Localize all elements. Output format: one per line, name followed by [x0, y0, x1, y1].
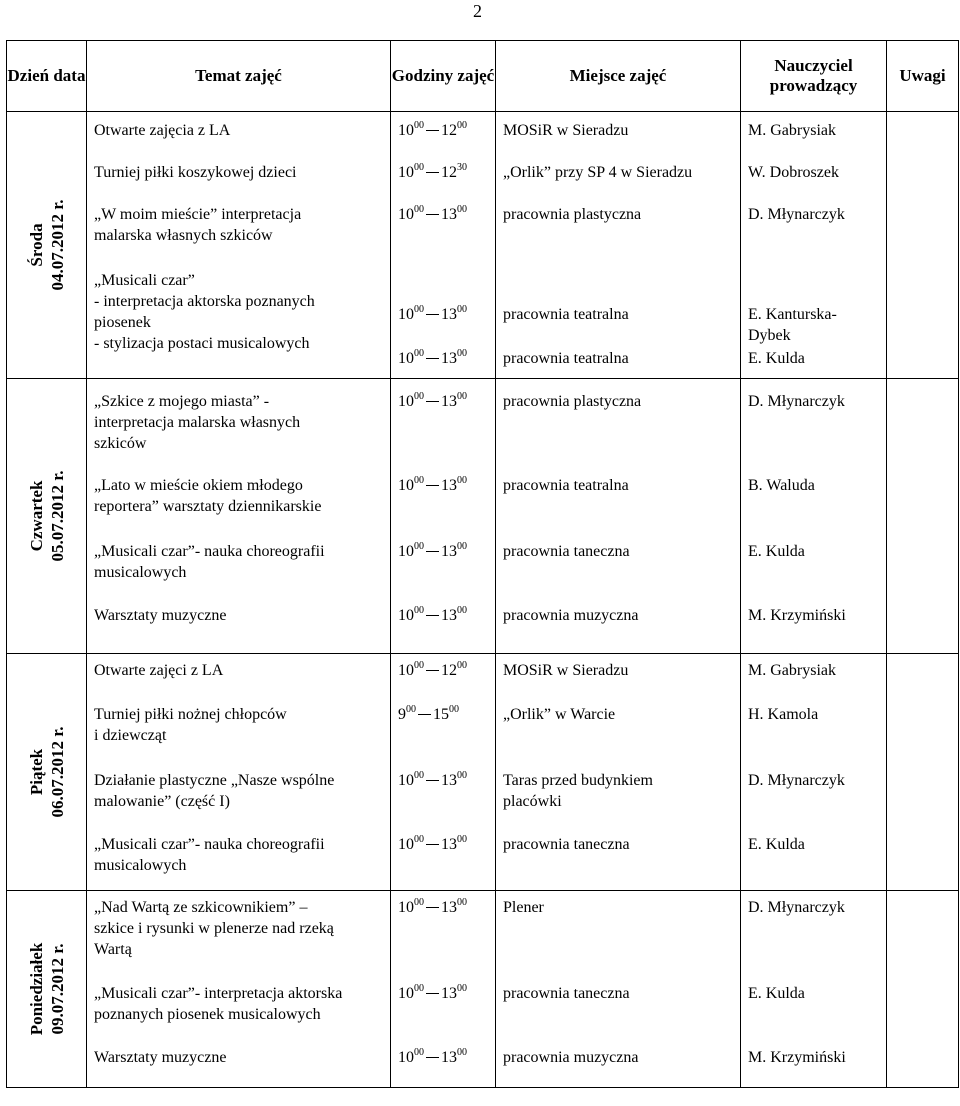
topic-line: malowanie” (część I)	[94, 793, 230, 810]
start-minutes: 00	[414, 304, 424, 315]
start-minutes: 00	[414, 204, 424, 215]
activity-place	[503, 1047, 638, 1068]
activity-topic	[94, 983, 342, 1025]
time-range	[398, 660, 467, 681]
start-minutes: 00	[414, 475, 424, 486]
day-label-cell	[7, 891, 87, 1088]
teacher-line: Dybek	[748, 327, 791, 344]
time-dash	[426, 172, 439, 173]
topic-line: i dziewcząt	[94, 727, 167, 744]
teacher-line: M. Gabrysiak	[748, 662, 836, 679]
start-hour: 10	[398, 985, 414, 1002]
activity-teacher	[748, 1047, 846, 1068]
notes-cell	[887, 112, 959, 379]
time-dash	[426, 993, 439, 994]
day-label-cell	[7, 379, 87, 654]
start-hour: 10	[398, 662, 414, 679]
time-dash	[426, 314, 439, 315]
end-minutes: 00	[457, 605, 467, 616]
weekday: Czwartek	[26, 480, 46, 552]
topic-line: - interpretacja aktorska poznanych	[94, 293, 315, 310]
teacher-line: E. Kulda	[748, 543, 805, 560]
topic-line: musicalowych	[94, 564, 187, 581]
header-teacher: Nauczyciel prowadzący	[741, 41, 887, 112]
start-hour: 10	[398, 1049, 414, 1066]
place-line: pracownia plastyczna	[503, 206, 642, 223]
activity-place	[503, 660, 628, 681]
topic-line: „Szkice z mojego miasta” -	[94, 393, 270, 410]
day-date: 06.07.2012 r.	[47, 726, 67, 818]
end-hour: 13	[441, 985, 457, 1002]
teacher-cell	[741, 379, 887, 654]
teacher-cell	[741, 891, 887, 1088]
topic-line: „W moim mieście” interpretacja	[94, 206, 302, 223]
end-minutes: 00	[457, 983, 467, 994]
activity-teacher	[748, 834, 805, 855]
place-line: pracownia plastyczna	[503, 393, 642, 410]
topic-cell	[87, 654, 391, 891]
end-minutes: 00	[449, 704, 459, 715]
start-minutes: 00	[414, 770, 424, 781]
activity-place	[503, 391, 641, 412]
time-dash	[426, 485, 439, 486]
place-line: pracownia teatralna	[503, 350, 629, 367]
activity-place	[503, 983, 630, 1004]
start-hour: 10	[398, 206, 414, 223]
day-row	[7, 112, 959, 379]
activity-place	[503, 120, 628, 141]
activity-teacher	[748, 541, 805, 562]
end-hour: 13	[441, 350, 457, 367]
activity-teacher	[748, 204, 845, 225]
end-minutes: 00	[457, 660, 467, 671]
end-minutes: 00	[457, 204, 467, 215]
topic-line: Działanie plastyczne „Nasze wspólne	[94, 772, 335, 789]
activity-topic	[94, 660, 223, 681]
place-line: Plener	[503, 899, 544, 916]
start-hour: 9	[398, 706, 406, 723]
place-line: placówki	[503, 793, 562, 810]
activity-place	[503, 834, 630, 855]
place-cell	[496, 891, 741, 1088]
topic-line: szkiców	[94, 435, 147, 452]
activity-place	[503, 770, 653, 812]
activity-teacher	[748, 704, 818, 725]
time-dash	[426, 615, 439, 616]
topic-line: malarska własnych szkiców	[94, 227, 273, 244]
day-row	[7, 891, 959, 1088]
start-hour: 10	[398, 477, 414, 494]
topic-line: Turniej piłki nożnej chłopców	[94, 706, 287, 723]
time-range	[398, 348, 467, 369]
start-minutes: 00	[414, 605, 424, 616]
day-label-cell	[7, 112, 87, 379]
start-hour: 10	[398, 350, 414, 367]
place-line: pracownia muzyczna	[503, 1049, 639, 1066]
end-hour: 13	[441, 477, 457, 494]
place-line: pracownia teatralna	[503, 477, 629, 494]
end-hour: 13	[441, 306, 457, 323]
start-minutes: 00	[406, 704, 416, 715]
topic-line: piosenek	[94, 314, 151, 331]
teacher-line: E. Kulda	[748, 836, 805, 853]
end-minutes: 00	[457, 834, 467, 845]
end-hour: 12	[441, 122, 457, 139]
day-row	[7, 379, 959, 654]
time-range	[398, 391, 467, 412]
end-minutes: 00	[457, 897, 467, 908]
start-minutes: 00	[414, 162, 424, 173]
start-minutes: 00	[414, 1047, 424, 1058]
teacher-line: M. Gabrysiak	[748, 122, 836, 139]
end-hour: 13	[441, 772, 457, 789]
hours-cell	[391, 654, 496, 891]
start-minutes: 00	[414, 541, 424, 552]
start-minutes: 00	[414, 660, 424, 671]
start-minutes: 00	[414, 983, 424, 994]
place-line: pracownia taneczna	[503, 985, 630, 1002]
activity-teacher	[748, 120, 836, 141]
time-range	[398, 983, 467, 1004]
header-row	[7, 41, 959, 112]
end-hour: 13	[441, 607, 457, 624]
time-range	[398, 704, 459, 725]
start-hour: 10	[398, 164, 414, 181]
activity-place	[503, 162, 692, 183]
end-hour: 13	[441, 1049, 457, 1066]
teacher-line: E. Kanturska-	[748, 306, 837, 323]
time-dash	[426, 670, 439, 671]
place-line: „Orlik” w Warcie	[503, 706, 616, 723]
activity-topic	[94, 162, 297, 183]
place-line: pracownia muzyczna	[503, 607, 639, 624]
activity-topic	[94, 391, 300, 454]
place-line: Taras przed budynkiem	[503, 772, 653, 789]
start-minutes: 00	[414, 897, 424, 908]
activity-teacher	[748, 475, 815, 496]
place-line: pracownia teatralna	[503, 306, 629, 323]
topic-line: „Nad Wartą ze szkicownikiem” –	[94, 899, 308, 916]
header-notes: Uwagi	[887, 41, 959, 112]
start-hour: 10	[398, 306, 414, 323]
header-topic: Temat zajęć	[87, 41, 391, 112]
activity-place	[503, 605, 638, 626]
activity-place	[503, 475, 629, 496]
time-dash	[426, 551, 439, 552]
time-dash	[418, 714, 431, 715]
teacher-line: M. Krzymiński	[748, 1049, 846, 1066]
start-hour: 10	[398, 899, 414, 916]
end-minutes: 00	[457, 541, 467, 552]
time-range	[398, 204, 467, 225]
topic-line: Otwarte zajęcia z LA	[94, 122, 231, 139]
time-range	[398, 605, 467, 626]
activity-topic	[94, 270, 315, 354]
activity-teacher	[748, 983, 805, 1004]
header-hours: Godziny zajęć	[391, 41, 496, 112]
time-dash	[426, 907, 439, 908]
activity-topic	[94, 1047, 226, 1068]
hours-cell	[391, 891, 496, 1088]
place-cell	[496, 379, 741, 654]
topic-line: - stylizacja postaci musicalowych	[94, 335, 310, 352]
time-range	[398, 770, 467, 791]
time-dash	[426, 780, 439, 781]
teacher-cell	[741, 654, 887, 891]
time-range	[398, 162, 467, 183]
topic-line: interpretacja malarska własnych	[94, 414, 301, 431]
notes-cell	[887, 654, 959, 891]
hours-cell	[391, 112, 496, 379]
activity-teacher	[748, 770, 845, 791]
time-range	[398, 120, 467, 141]
topic-cell	[87, 112, 391, 379]
teacher-line: W. Dobroszek	[748, 164, 839, 181]
hours-cell	[391, 379, 496, 654]
activity-teacher	[748, 660, 836, 681]
topic-line: „Musicali czar”	[94, 272, 195, 289]
end-hour: 13	[441, 206, 457, 223]
activity-topic	[94, 770, 334, 812]
schedule-table	[6, 40, 959, 1088]
end-minutes: 00	[457, 1047, 467, 1058]
activity-topic	[94, 475, 321, 517]
time-range	[398, 1047, 467, 1068]
topic-line: szkice i rysunki w plenerze nad rzeką	[94, 920, 334, 937]
topic-line: „Musicali czar”- nauka choreografii	[94, 543, 325, 560]
teacher-line: M. Krzymiński	[748, 607, 846, 624]
end-hour: 13	[441, 836, 457, 853]
start-hour: 10	[398, 836, 414, 853]
topic-line: Otwarte zajęci z LA	[94, 662, 224, 679]
page-number: 2	[473, 1, 482, 21]
header-place: Miejsce zajęć	[496, 41, 741, 112]
day-date: 04.07.2012 r.	[47, 199, 67, 291]
time-dash	[426, 1057, 439, 1058]
topic-cell	[87, 891, 391, 1088]
activity-topic	[94, 204, 301, 246]
time-range	[398, 834, 467, 855]
start-hour: 10	[398, 607, 414, 624]
end-hour: 12	[441, 164, 457, 181]
teacher-line: E. Kulda	[748, 350, 805, 367]
end-hour: 13	[441, 393, 457, 410]
end-minutes: 00	[457, 475, 467, 486]
end-hour: 15	[433, 706, 449, 723]
topic-line: Warsztaty muzyczne	[94, 607, 227, 624]
end-minutes: 00	[457, 391, 467, 402]
end-hour: 12	[441, 662, 457, 679]
start-minutes: 00	[414, 348, 424, 359]
activity-topic	[94, 704, 287, 746]
activity-place	[503, 897, 544, 918]
end-minutes: 00	[457, 304, 467, 315]
place-line: pracownia taneczna	[503, 836, 630, 853]
activity-place	[503, 204, 641, 225]
end-hour: 13	[441, 899, 457, 916]
activity-topic	[94, 120, 230, 141]
teacher-line: D. Młynarczyk	[748, 899, 845, 916]
header-day-date: Dzień data	[7, 41, 87, 112]
teacher-cell	[741, 112, 887, 379]
activity-topic	[94, 605, 226, 626]
activity-teacher	[748, 162, 839, 183]
time-range	[398, 475, 467, 496]
activity-topic	[94, 541, 325, 583]
day-label-cell	[7, 654, 87, 891]
topic-line: Wartą	[94, 941, 132, 958]
activity-topic	[94, 897, 334, 960]
activity-place	[503, 704, 615, 725]
time-dash	[426, 358, 439, 359]
start-minutes: 00	[414, 120, 424, 131]
time-range	[398, 304, 467, 325]
place-line: MOSiR w Sieradzu	[503, 662, 629, 679]
teacher-line: E. Kulda	[748, 985, 805, 1002]
start-minutes: 00	[414, 391, 424, 402]
activity-teacher	[748, 897, 845, 918]
teacher-line: D. Młynarczyk	[748, 393, 845, 410]
day-row	[7, 654, 959, 891]
activity-teacher	[748, 605, 846, 626]
topic-line: Warsztaty muzyczne	[94, 1049, 227, 1066]
start-hour: 10	[398, 543, 414, 560]
teacher-line: H. Kamola	[748, 706, 819, 723]
weekday: Piątek	[26, 748, 46, 796]
start-hour: 10	[398, 393, 414, 410]
time-range	[398, 897, 467, 918]
time-dash	[426, 130, 439, 131]
place-line: pracownia taneczna	[503, 543, 630, 560]
place-cell	[496, 112, 741, 379]
time-dash	[426, 844, 439, 845]
topic-cell	[87, 379, 391, 654]
topic-line: poznanych piosenek musicalowych	[94, 1006, 321, 1023]
topic-line: Turniej piłki koszykowej dzieci	[94, 164, 297, 181]
day-date: 09.07.2012 r.	[47, 943, 67, 1035]
topic-line: „Musicali czar”- interpretacja aktorska	[94, 985, 343, 1002]
end-minutes: 30	[457, 162, 467, 173]
activity-teacher	[748, 391, 845, 412]
notes-cell	[887, 379, 959, 654]
teacher-line: D. Młynarczyk	[748, 206, 845, 223]
day-date: 05.07.2012 r.	[47, 470, 67, 562]
end-hour: 13	[441, 543, 457, 560]
start-hour: 10	[398, 122, 414, 139]
place-cell	[496, 654, 741, 891]
activity-topic	[94, 834, 325, 876]
place-line: MOSiR w Sieradzu	[503, 122, 629, 139]
end-minutes: 00	[457, 348, 467, 359]
topic-line: „Musicali czar”- nauka choreografii	[94, 836, 325, 853]
topic-line: musicalowych	[94, 857, 187, 874]
topic-line: „Lato w mieście okiem młodego	[94, 477, 303, 494]
place-line: „Orlik” przy SP 4 w Sieradzu	[503, 164, 693, 181]
topic-line: reportera” warsztaty dziennikarskie	[94, 498, 322, 515]
teacher-line: D. Młynarczyk	[748, 772, 845, 789]
end-minutes: 00	[457, 770, 467, 781]
activity-place	[503, 541, 630, 562]
start-minutes: 00	[414, 834, 424, 845]
weekday: Środa	[26, 223, 46, 267]
time-range	[398, 541, 467, 562]
notes-cell	[887, 891, 959, 1088]
start-hour: 10	[398, 772, 414, 789]
time-dash	[426, 401, 439, 402]
weekday: Poniedziałek	[26, 942, 46, 1036]
time-dash	[426, 214, 439, 215]
teacher-line: B. Waluda	[748, 477, 815, 494]
end-minutes: 00	[457, 120, 467, 131]
